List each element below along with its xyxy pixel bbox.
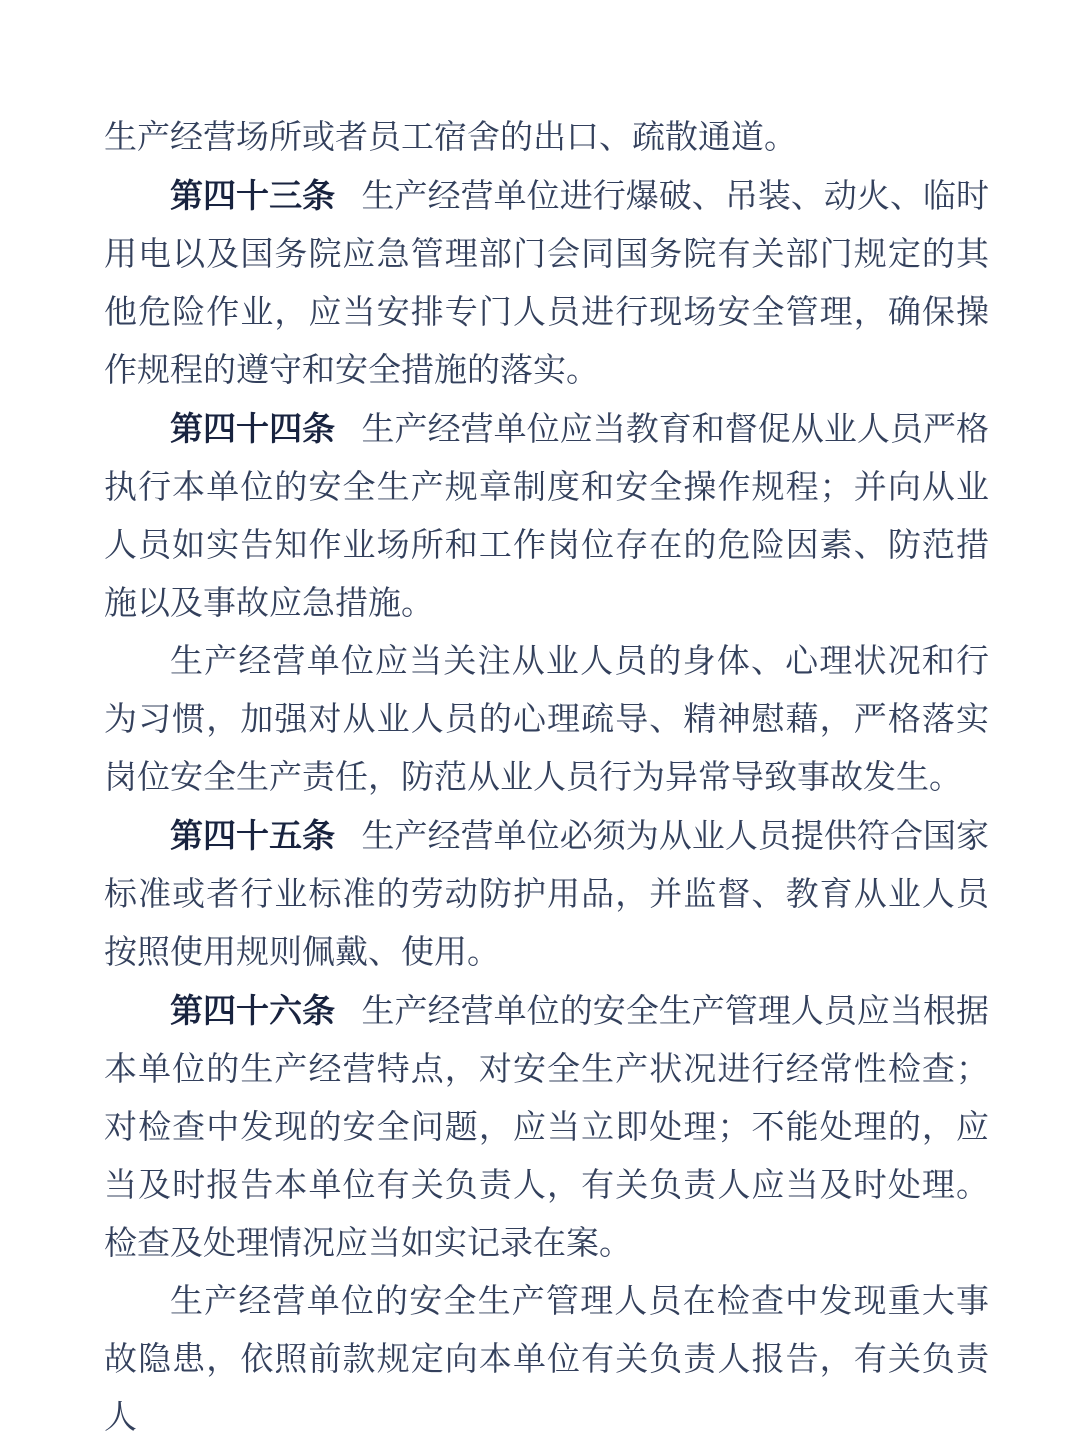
law-paragraph — [104, 807, 989, 982]
paragraph-text: 生产经营单位的安全生产管理人员在检查中发现重大事故隐患，依照前款规定向本单位有关负责人报告，有关负责人 — [104, 1284, 989, 1436]
article-number: 第四十三条 — [170, 177, 336, 214]
paragraph-text: 生产经营单位的安全生产管理人员应当根据本单位的生产经营特点，对安全生产状况进行经常性检查；对检查中发现的安全问题，应当立即处理；不能处理的，应当及时报告本单位有关负责人，有关负责人应当及时处理。检查及处理情况应当如实记录在案。 — [104, 994, 990, 1262]
paragraph-text: 生产经营单位应当关注从业人员的身体、心理状况和行为习惯，加强对从业人员的心理疏导、精神慰藉，严格落实岗位安全生产责任，防范从业人员行为异常导致事故发生。 — [104, 644, 989, 796]
paragraph-text: 生产经营场所或者员工宿舍的出口、疏散通道。 — [104, 120, 797, 156]
law-paragraph — [104, 982, 989, 1273]
article-number: 第四十四条 — [170, 410, 336, 447]
paragraph-text: 生产经营单位应当教育和督促从业人员严格执行本单位的安全生产规章制度和安全操作规程；并向从业人员如实告知作业场所和工作岗位存在的危险因素、防范措施以及事故应急措施。 — [104, 412, 990, 622]
article-number: 第四十五条 — [170, 817, 336, 854]
law-paragraph — [104, 400, 989, 633]
law-paragraph — [104, 633, 989, 807]
law-paragraph — [104, 109, 989, 167]
law-paragraph — [104, 1273, 989, 1447]
law-paragraph — [104, 167, 989, 400]
law-text — [104, 109, 989, 1447]
paragraph-text: 生产经营单位进行爆破、吊装、动火、临时用电以及国务院应急管理部门会同国务院有关部门规定的其他危险作业，应当安排专门人员进行现场安全管理，确保操作规程的遵守和安全措施的落实。 — [104, 179, 990, 389]
paragraph-text: 生产经营单位必须为从业人员提供符合国家标准或者行业标准的劳动防护用品，并监督、教育从业人员按照使用规则佩戴、使用。 — [104, 819, 990, 971]
article-number: 第四十六条 — [170, 992, 336, 1029]
